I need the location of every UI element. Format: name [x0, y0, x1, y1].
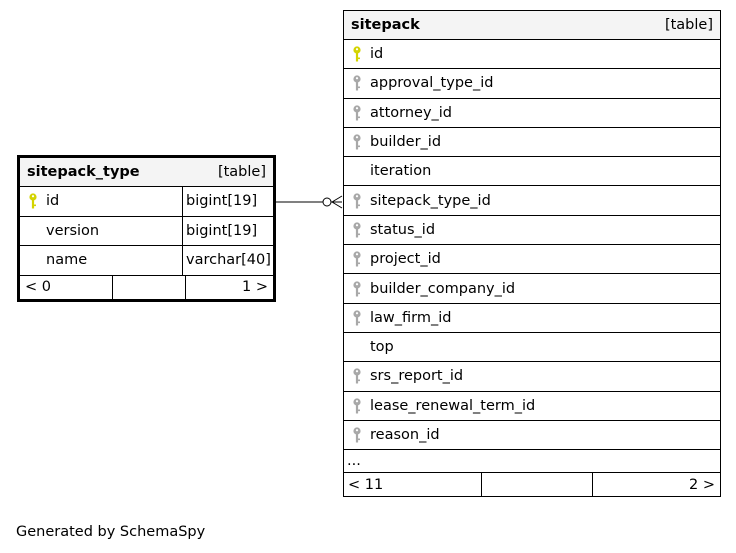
table-sitepack[interactable]	[343, 10, 721, 497]
column-name-cell	[20, 187, 183, 216]
foreign-key-icon	[351, 133, 363, 151]
column-name: id	[370, 46, 384, 63]
column-row-approval_type_id[interactable]	[344, 69, 720, 98]
table-header	[20, 158, 273, 187]
table-kind: [table]	[217, 164, 266, 180]
foreign-key-icon	[351, 104, 363, 122]
foreign-key-icon	[351, 397, 363, 415]
column-name: law_firm_id	[370, 309, 452, 326]
column-name: id	[46, 193, 60, 210]
column-name: top	[370, 339, 394, 356]
column-row-sitepack_type_id[interactable]	[344, 186, 720, 215]
table-kind: [table]	[664, 17, 713, 33]
column-row-attorney_id[interactable]	[344, 99, 720, 128]
column-name: iteration	[370, 163, 432, 180]
column-row-iteration[interactable]	[344, 157, 720, 186]
relationship-optional-circle	[323, 198, 331, 206]
table-footer	[344, 473, 720, 496]
table-sitepack-type[interactable]	[17, 155, 276, 302]
crowfoot-upper	[332, 196, 342, 202]
foreign-key-icon	[351, 250, 363, 268]
column-name: approval_type_id	[370, 75, 494, 92]
column-row-id[interactable]	[344, 40, 720, 69]
column-name: srs_report_id	[370, 368, 464, 385]
column-type: bigint[19]	[186, 222, 258, 239]
crowfoot-lower	[332, 202, 342, 208]
footer-children[interactable]: 2 >	[689, 476, 715, 493]
column-row-top[interactable]	[344, 333, 720, 362]
column-name: sitepack_type_id	[370, 192, 491, 209]
column-row-srs_report_id[interactable]	[344, 362, 720, 391]
table-name: sitepack	[351, 17, 420, 33]
column-name: builder_id	[370, 134, 442, 151]
column-name: version	[46, 222, 100, 239]
column-row-project_id[interactable]	[344, 245, 720, 274]
column-row-id[interactable]	[20, 187, 273, 217]
table-name: sitepack_type	[27, 164, 140, 180]
foreign-key-icon	[351, 280, 363, 298]
primary-key-icon	[351, 45, 363, 63]
column-row-name[interactable]	[20, 246, 273, 276]
column-row-version[interactable]	[20, 217, 273, 247]
more-columns	[344, 450, 720, 473]
column-name: lease_renewal_term_id	[370, 397, 536, 414]
generator-credit: Generated by SchemaSpy	[16, 524, 206, 540]
primary-key-icon	[27, 192, 39, 210]
column-name: project_id	[370, 251, 441, 268]
foreign-key-icon	[351, 309, 363, 327]
footer-parents[interactable]: < 11	[344, 473, 482, 496]
foreign-key-icon	[351, 221, 363, 239]
footer-middle	[482, 473, 593, 496]
column-name-cell	[20, 217, 183, 246]
column-row-status_id[interactable]	[344, 216, 720, 245]
column-row-reason_id[interactable]	[344, 421, 720, 450]
foreign-key-icon	[351, 74, 363, 92]
foreign-key-icon	[351, 426, 363, 444]
column-row-builder_id[interactable]	[344, 128, 720, 157]
footer-children[interactable]: 1 >	[242, 279, 268, 295]
foreign-key-icon	[351, 367, 363, 385]
column-name: builder_company_id	[370, 280, 516, 297]
column-row-lease_renewal_term_id[interactable]	[344, 392, 720, 421]
column-name: status_id	[370, 221, 436, 238]
footer-parents[interactable]: < 0	[20, 276, 113, 299]
more-columns-label: ...	[347, 453, 361, 470]
column-name: name	[46, 252, 88, 269]
column-name-cell	[20, 246, 183, 275]
table-header	[344, 11, 720, 40]
table-footer	[20, 276, 273, 299]
foreign-key-icon	[351, 192, 363, 210]
column-row-law_firm_id[interactable]	[344, 304, 720, 333]
column-type: varchar[40]	[186, 252, 271, 269]
column-row-builder_company_id[interactable]	[344, 274, 720, 303]
column-type: bigint[19]	[186, 193, 258, 210]
column-name: reason_id	[370, 427, 440, 443]
column-name: attorney_id	[370, 104, 453, 121]
footer-middle	[113, 276, 186, 299]
